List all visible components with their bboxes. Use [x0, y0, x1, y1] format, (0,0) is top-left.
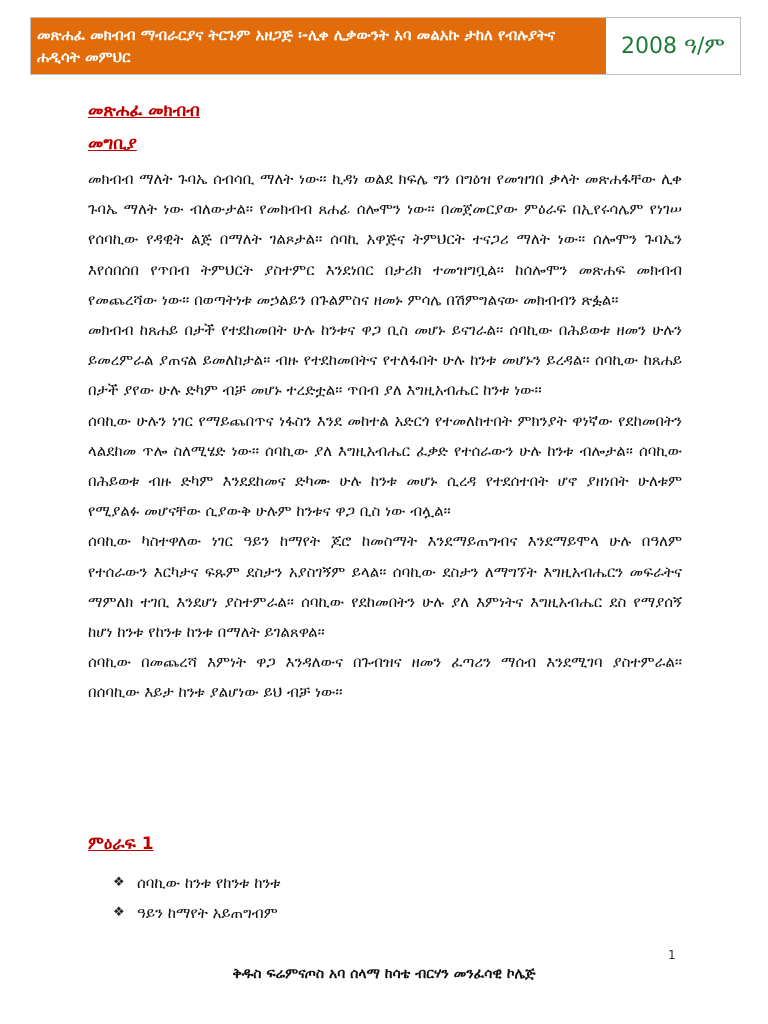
list-item — [113, 868, 280, 898]
list-item — [113, 898, 280, 928]
diamond-bullet-icon: ❖ — [113, 875, 125, 890]
paragraph: ሰባኪው ሁሉን ነገር የማይጨበጥና ነፋስን እንደ መከተል አድርጎ የተመለከተበት ምክንያት ዋነኛው የደከመበትን ላልደከመ ጥሎ ስለሚሄድ ነው፡፡ ሰባኪው ያለ እግዚአብሔር ፈቃድ የተሰራውን ሁሉ ከንቱ ብሎታል፡፡ ሰባኪው በሕይወቱ ብዙ ድካም እንደደከመና ድካሙ ሁሉ ከንቱ መሆኑ ሲረዳ የተደሰተበት ሆኖ ያዘነበት ሁለቱም የሚያልፉ መሆናቸው ሲያውቅ ሁሉም ከንቱና ዋጋ ቢስ ነው ብሏል፡፡ — [88, 411, 682, 521]
body-text — [88, 164, 682, 708]
paragraph: መክብብ ከጸሐይ በታች የተደከመበት ሁሉ ከንቱና ዋጋ ቢስ መሆኑ ይናገራል፡፡ ሰባኪው በሕይወቱ ዘመን ሁሉን ይመረምራል ያጠናል ይመለከታል፡፡ ብዙ የተደከመበትና የተለፋበት ሁሉ ከንቱ መሆኑን ይረዳል፡፡ ሰባኪው ከጸሐይ በታች ያየው ሁሉ ድካም ብቻ መሆኑ ተረድቷል፡፡ ጥበብ ያለ እግዚአብሔር ከንቱ ነው፡፡ — [88, 321, 682, 400]
page-number: 1 — [668, 948, 676, 962]
bullet-list — [113, 868, 280, 928]
diamond-bullet-icon: ❖ — [113, 905, 125, 920]
header-title: መጽሐፈ መክብብ ማብራርያና ትርጉም አዘጋጅ ፡-ሊቀ ሊቃውንት አባ መልአኩ ታከለ የብሉያትና ሐዲሳት መምህር — [31, 18, 604, 74]
page-footer: ቅዱስ ፍሬምናጦስ አባ ሰላማ ከሳቴ ብርሃን መንፈሳዊ ኮሌጅ — [232, 966, 536, 982]
paragraph: ሰባኪው በመጨረሻ እምነት ዋጋ እንዳለውና በጉብዝና ዘመን ፈጣሪን ማሰብ እንደሚገባ ያስተምራል፡፡ በሰባኪው እይታ ከንቱ ያልሆነው ይህ ብቻ ነው፡፡ — [88, 653, 682, 702]
list-item-text: ሰባኪው ከንቱ የከንቱ ከንቱ — [137, 874, 281, 892]
page-header — [30, 17, 741, 75]
chapter-heading: ምዕራፍ 1 — [88, 834, 154, 854]
header-year: 2008 ዓ/ም — [604, 18, 740, 74]
book-title-heading: መጽሐፈ መክብብ — [88, 101, 200, 121]
paragraph: ሰባኪው ካስተዋለው ነገር ዓይን ከማየት ጆሮ ከመስማት እንደማይጠግብና እንደማይሞላ ሁሉ በዓለም የተሰራውን እርካታና ፍጹም ደስታን አያስገኝም ይላል፡፡ ሰባኪው ደስታን ለማግኘት እግዚአብሔርን መፍራትና ማምለክ ተገቢ እንደሆነ ያስተምራል፡፡ ሰባኪው የደከመበትን ሁሉ ያለ እምነትና እግዚአብሔር ደስ የማያሰኝ ከሆነ ከንቱ የከንቱ ከንቱ በማለት ይገልጸዋል፡፡ — [88, 532, 682, 642]
introduction-heading: መግቢያ — [88, 134, 137, 154]
paragraph: መክብብ ማለት ጉባኤ ሰብሳቢ ማለት ነው፡፡ ኪዳነ ወልደ ክፍሌ ግን በግዕዝ የመዝገበ ቃላት መጽሐፋቸው ሊቀ ጉባኤ ማለት ነው ብለውታል፡፡ የመክብብ ጸሐፊ ሰሎሞን ነው፡፡ በመጀመርያው ምዕራፍ በኢየሩሳሌም የነገሠ የሰባኪው የዳዊት ልጅ በማለት ገልጾታል፡፡ ሰባኪ አዋጅና ትምህርት ተናጋሪ ማለት ነው፡፡ ሰሎሞን ጉባኤን እየሰበሰበ የጥበብ ትምህርት ያስተምር እንደነበር በታሪክ ተመዝግቧል፡፡ ከሰሎሞን መጽሐፍ መክብብ የመጨረሻው ነው፡፡ በወጣትነቱ መኃልይን በጉልምስና ዘመኑ ምሳሌ በሽምግልናው መክብብን ጽፏል፡፡ — [88, 170, 682, 309]
list-item-text: ዓይን ከማየት አይጠግብም — [137, 904, 278, 922]
